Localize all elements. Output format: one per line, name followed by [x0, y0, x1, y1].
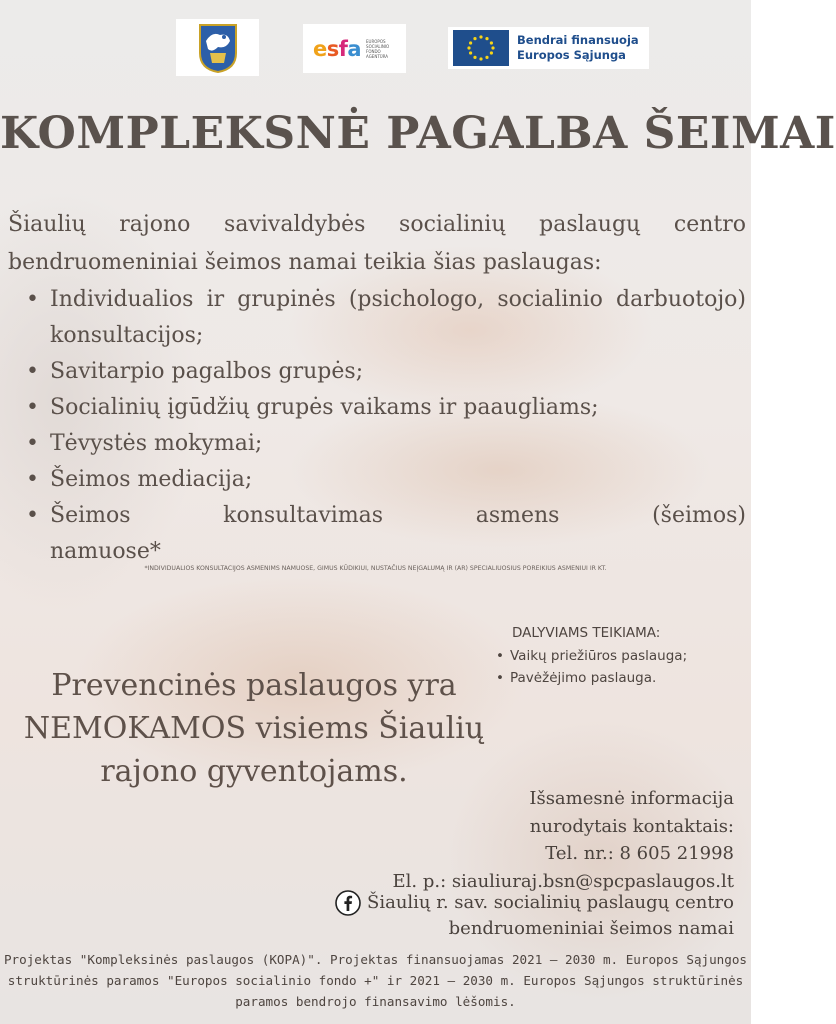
facebook-icon	[335, 890, 361, 916]
service-item: • Savitarpio pagalbos grupės;	[22, 354, 746, 390]
eu-cofunded-text: Bendrai finansuoja Europos Sąjunga	[517, 33, 639, 62]
prevention-line: NEMOKAMOS visiems Šiaulių	[23, 711, 485, 746]
funding-statement: Projektas "Kompleksinės paslaugos (KOPA)". Projektas finansuojamas 2021 – 2030 m. Europos Sąjungos struktūrinės paramos "Europos socialinio fondo +" ir 2021 – 2030 m. Europos Sąjungos struktūrinės paramos bendrojo finansavimo lėšomis.	[3, 952, 748, 1009]
esfa-subtext: EUROPOS SOCIALINIO FONDO AGENTŪRA	[366, 38, 390, 59]
participants-list	[494, 645, 687, 689]
esfa-logo	[303, 24, 406, 73]
participants-item: • Vaikų priežiūros paslauga;	[494, 645, 687, 667]
service-item: • Tėvystės mokymai;	[22, 426, 746, 462]
phone-number: Tel. nr.: 8 605 21998	[545, 843, 734, 864]
footnote: *INDIVIDUALIOS KONSULTACIJOS ASMENIMS NAMUOSE, GIMUS KŪDIKIUI, NUSTAČIUS NEĮGALUMĄ IR (AR) SPECIALIUOSIUS POREIKIUS ASMENIUI IR KT.	[144, 565, 607, 572]
service-item: • Socialinių įgūdžių grupės vaikams ir paaugliams;	[22, 390, 746, 426]
participants-item: • Pavėžėjimo paslauga.	[494, 667, 687, 689]
intro-line-1: Šiaulių rajono savivaldybės socialinių paslaugų centro	[8, 212, 746, 237]
eu-cofunded-logo	[448, 27, 649, 69]
coat-of-arms-icon	[198, 23, 238, 73]
page-title: KOMPLEKSNĖ PAGALBA ŠEIMAI	[0, 108, 836, 159]
participants-heading: DALYVIAMS TEIKIAMA:	[512, 625, 661, 641]
esfa-wordmark: esfa	[312, 36, 362, 61]
contacts-block	[392, 785, 734, 895]
facebook-page-name-line-1: Šiaulių r. sav. socialinių paslaugų centro	[367, 892, 734, 913]
service-item: • Šeimos konsultavimas asmens (šeimos) namuose*	[22, 498, 746, 570]
contacts-info-line: Išsamesnė informacija	[529, 788, 734, 809]
eu-flag-icon	[453, 30, 509, 66]
prevention-line: Prevencinės paslaugos yra	[51, 668, 457, 703]
prevention-statement	[0, 664, 508, 793]
intro-line-2: bendruomeniniai šeimos namai teikia šias paslaugas:	[8, 250, 602, 275]
siauliai-district-coat-of-arms-logo	[176, 19, 259, 76]
contacts-info-line: nurodytais kontaktais:	[529, 815, 734, 837]
services-list	[22, 282, 746, 570]
email-address: El. p.: siauliuraj.bsn@spcpaslaugos.lt	[392, 870, 734, 892]
facebook-contact	[335, 890, 734, 942]
prevention-line: rajono gyventojams.	[100, 754, 408, 789]
service-item: • Šeimos mediacija;	[22, 462, 746, 498]
facebook-page-name-line-2: bendruomeniniai šeimos namai	[448, 918, 734, 939]
service-item: • Individualios ir grupinės (psichologo, socialinio darbuotojo) konsultacijos;	[22, 282, 746, 354]
